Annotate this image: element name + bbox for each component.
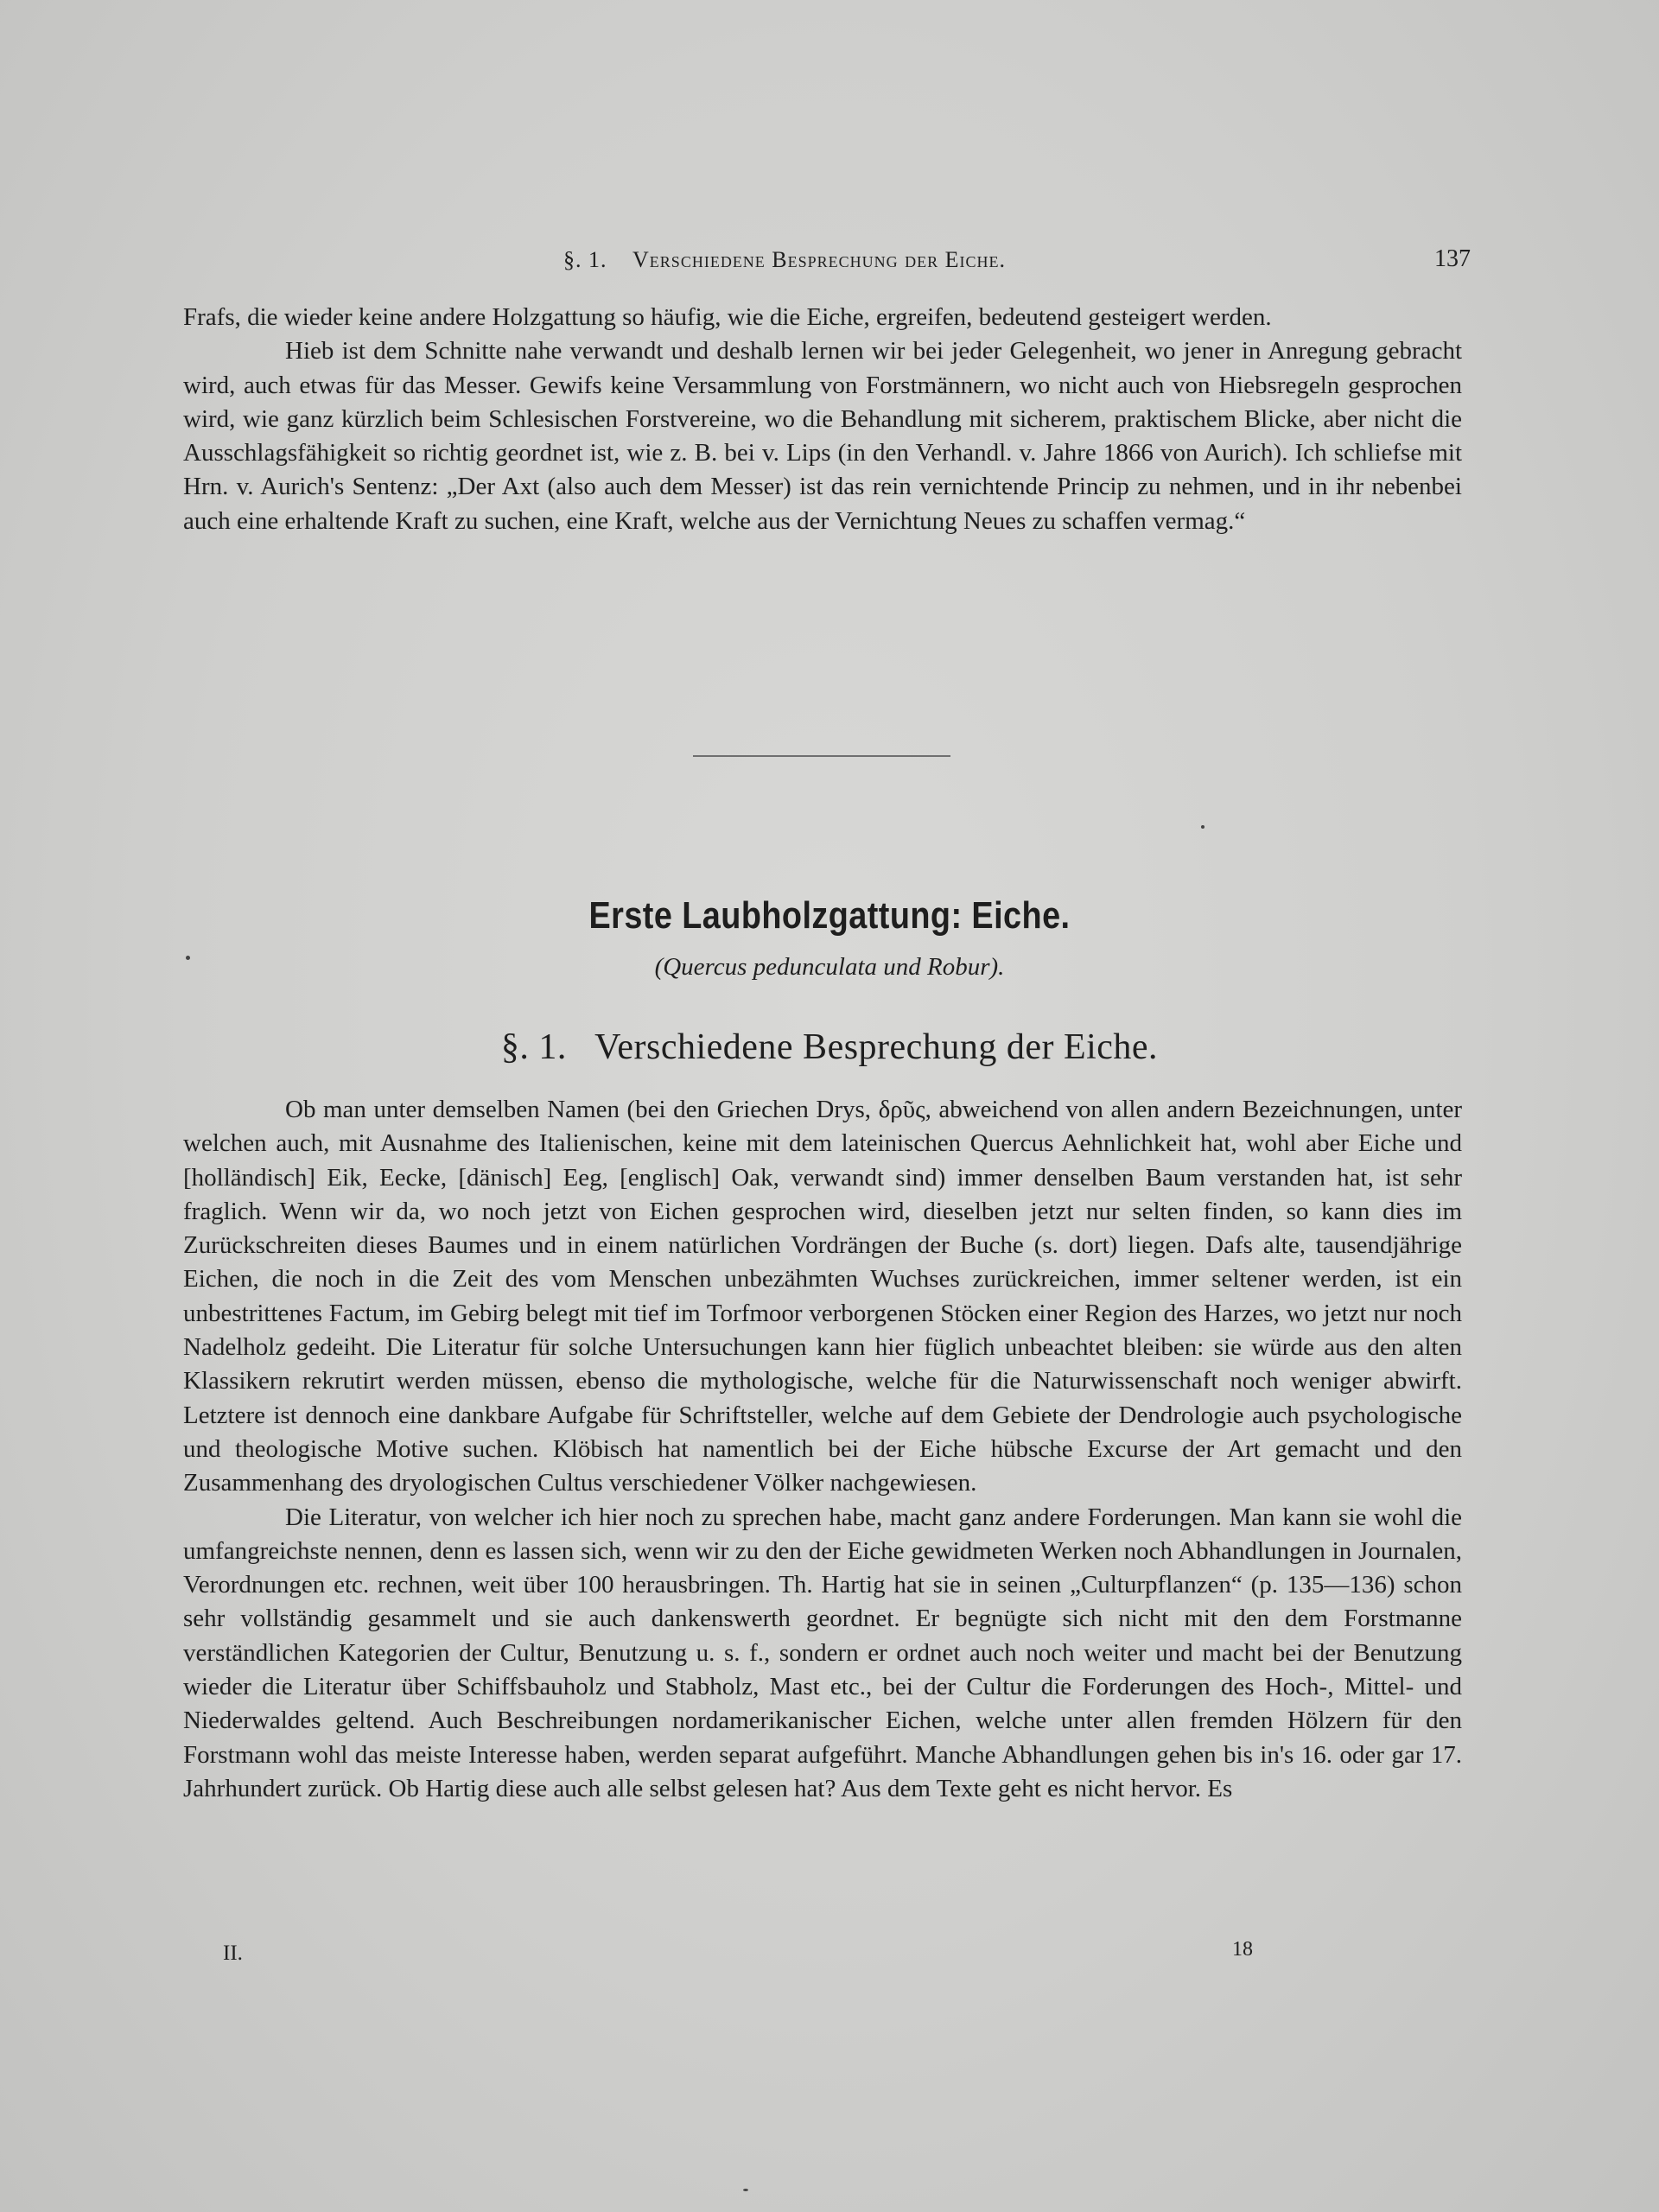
running-head-title [563,247,1006,273]
running-head-section: §. 1. [563,247,607,272]
chapter-subtitle: (Quercus pedunculata und Robur). [654,953,1005,981]
section-title-text: Verschiedene Besprechung der Eiche. [594,1027,1159,1067]
paragraph: Frafs, die wieder keine andere Holzgattung so häufig, wie die Eiche, ergreifen, bedeutend gesteigert werden. [183,303,1272,331]
section-heading [0,1027,1659,1068]
paragraph: Hieb ist dem Schnitte nahe verwandt und deshalb lernen wir bei jeder Gelegenheit, wo jener in Anregung gebracht wird, auch etwas für das Messer. Gewifs keine Versammlung von Forstmännern, wo nicht auch von Hiebsregeln gesprochen wird, wie ganz kürzlich beim Schlesischen Forstvereine, wo die Behandlung mit sicherem, praktischem Blicke, aber nicht die Ausschlagsfähigkeit so richtig geordnet ist, wie z. B. bei v. Lips (in den Verhandl. v. Jahre 1866 von Aurich). Ich schliefse mit Hrn. v. Aurich's Sentenz: „Der Axt (also auch dem Messer) ist das rein vernichtende Princip zu nehmen, und in ihr nebenbei auch eine erhaltende Kraft zu suchen, eine Kraft, welche aus der Vernichtung Neues zu schaffen vermag.“ [183,337,1462,535]
continued-text [183,301,1462,538]
section-number: §. 1. [500,1027,567,1067]
page-number: 137 [1434,245,1471,272]
print-speck [743,2189,748,2191]
print-speck [1201,825,1205,829]
section-divider [693,755,950,757]
running-head [183,242,1471,280]
print-speck [186,956,190,960]
main-text [183,1093,1462,1806]
paragraph: Die Literatur, von welcher ich hier noch zu sprechen habe, macht ganz andere Forderungen. Man kann sie wohl die umfangreichste nennen, denn es lassen sich, wenn wir zu den der Eiche gewidmeten Werken noch Abhandlungen in Journalen, Verordnungen etc. rechnen, weit über 100 herausbringen. Th. Hartig hat sie in seinen „Culturpflanzen“ (p. 135—136) schon sehr vollständig gesammelt und sie auch dankenswerth geordnet. Er begnügte sich nicht mit den dem Forstmanne verständlichen Kategorien der Cultur, Benutzung u. s. f., sondern er ordnet auch noch weiter und macht bei der Benutzung wieder die Literatur über Schiffsbauholz und Stabholz, Mast etc., bei der Cultur die Forderungen des Hoch-, Mittel- und Niederwaldes geltend. Auch Beschreibungen nordamerikanischer Eichen, welche unter allen fremden Hölzern für den Forstmann wohl das meiste Interesse haben, werden separat aufgeführt. Manche Abhandlungen gehen bis in's 16. oder gar 17. Jahrhundert zurück. Ob Hartig diese auch alle selbst gelesen hat? Aus dem Texte geht es nicht hervor. Es [183,1503,1462,1802]
chapter-title: Erste Laubholzgattung: Eiche. [588,894,1071,937]
signature-mark: 18 [1232,1938,1253,1961]
paragraph: Ob man unter demselben Namen (bei den Griechen Drys, δρῦς, abweichend von allen andern Bezeichnungen, unter welchen auch, mit Ausnahme des Italienischen, keine mit dem lateinischen Quercus Aehnlichkeit hat, wohl aber Eiche und [holländisch] Eik, Eecke, [dänisch] Eeg, [englisch] Oak, verwandt sind) immer denselben Baum verstanden hat, ist sehr fraglich. Wenn wir da, wo noch jetzt von Eichen gesprochen wird, dieselben jetzt nur selten finden, so kann dies im Zurückschreiten dieses Baumes und in einem natürlichen Vordrängen der Buche (s. dort) liegen. Dafs alte, tausendjährige Eichen, die noch in die Zeit des vom Menschen unbezähmten Wuchses zurückreichen, immer seltener werden, ist ein unbestrittenes Factum, im Gebirg belegt mit tief im Torfmoor verborgenen Stöcken einer Region des Harzes, wo jetzt nur noch Nadelholz gedeiht. Die Literatur für solche Untersuchungen kann hier füglich unbeachtet bleiben: sie würde aus den alten Klassikern rekrutirt werden müssen, ebenso die mythologische, welche für die Naturwissenschaft noch weniger abwirft. Letztere ist dennoch eine dankbare Aufgabe für Schriftsteller, welche auf dem Gebiete der Dendrologie auch psychologische und theologische Motive suchen. Klöbisch hat namentlich bei der Eiche hübsche Excurse der Art gemacht und den Zusammenhang des dryologischen Cultus verschiedener Völker nachgewiesen. [183,1096,1462,1497]
running-head-text: Verschiedene Besprechung der Eiche. [632,247,1007,272]
volume-mark: II. [223,1942,243,1965]
